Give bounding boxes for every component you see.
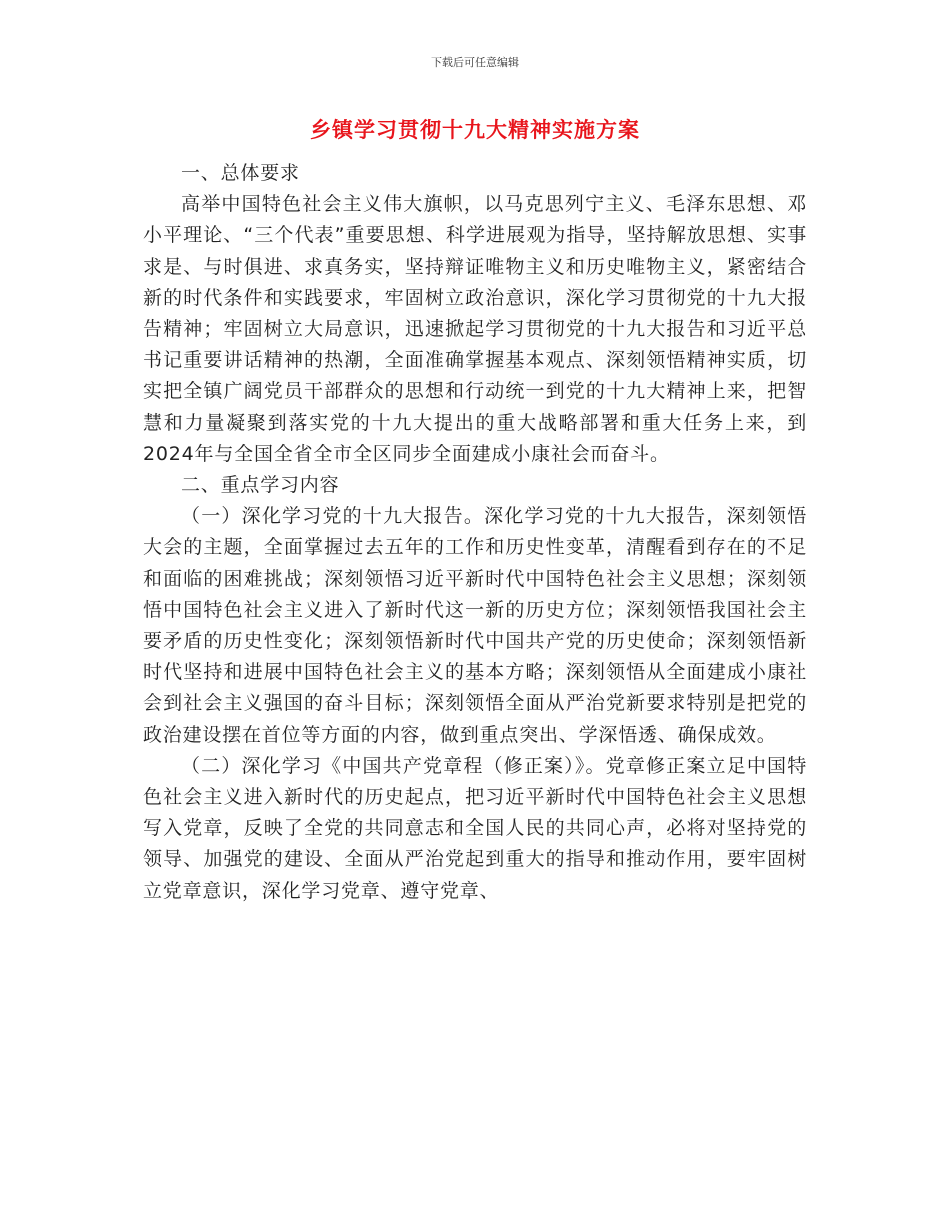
section-heading-general-requirements: 一、总体要求 bbox=[181, 162, 300, 184]
document-title: 乡镇学习贯彻十九大精神实施方案 bbox=[310, 118, 640, 142]
paragraph-general-requirements: 高举中国特色社会主义伟大旗帜，以马克思列宁主义、毛泽东思想、邓小平理论、“三个代表”重要思想、科学进展观为指导，坚持解放思想、实事求是、与时俱进、求真务实，坚持辩证唯物主义和历史唯物主义，紧密结合新的时代条件和实践要求，牢固树立政治意识，深化学习贯彻党的十九大报告精神；牢固树立大局意识，迅速掀起学习贯彻党的十九大报告和习近平总书记重要讲话精神的热潮，全面准确掌握基本观点、深刻领悟精神实质，切实把全镇广阔党员干部群众的思想和行动统一到党的十九大精神上来，把智慧和力量凝聚到落实党的十九大提出的重大战略部署和重大任务上来，到2024年与全国全省全市全区同步全面建成小康社会而奋斗。 bbox=[143, 193, 807, 465]
paragraph-study-constitution: （二）深化学习《中国共产党章程（修正案）》。党章修正案立足中国特色社会主义进入新时代的历史起点，把习近平新时代中国特色社会主义思想写入党章，反映了全党的共同意志和全国人民的共同心声，必将对坚持党的领导、加强党的建设、全面从严治党起到重大的指导和推动作用，要牢固树立党章意识，深化学习党章、遵守党章、 bbox=[143, 754, 807, 902]
section-heading-key-study-content: 二、重点学习内容 bbox=[181, 474, 340, 497]
paragraph-study-report: （一）深化学习党的十九大报告。深化学习党的十九大报告，深刻领悟大会的主题，全面掌握过去五年的工作和历史性变革，清醒看到存在的不足和面临的困难挑战；深刻领悟习近平新时代中国特色社会主义思想；深刻领悟中国特色社会主义进入了新时代这一新的历史方位；深刻领悟我国社会主要矛盾的历史性变化；深刻领悟新时代中国共产党的历史使命；深刻领悟新时代坚持和进展中国特色社会主义的基本方略；深刻领悟从全面建成小康社会到社会主义强国的奋斗目标；深刻领悟全面从严治党新要求特别是把党的政治建设摆在首位等方面的内容，做到重点突出、学深悟透、确保成效。 bbox=[143, 505, 807, 746]
header-note: 下载后可任意编辑 bbox=[431, 56, 519, 69]
document-body bbox=[143, 158, 807, 907]
